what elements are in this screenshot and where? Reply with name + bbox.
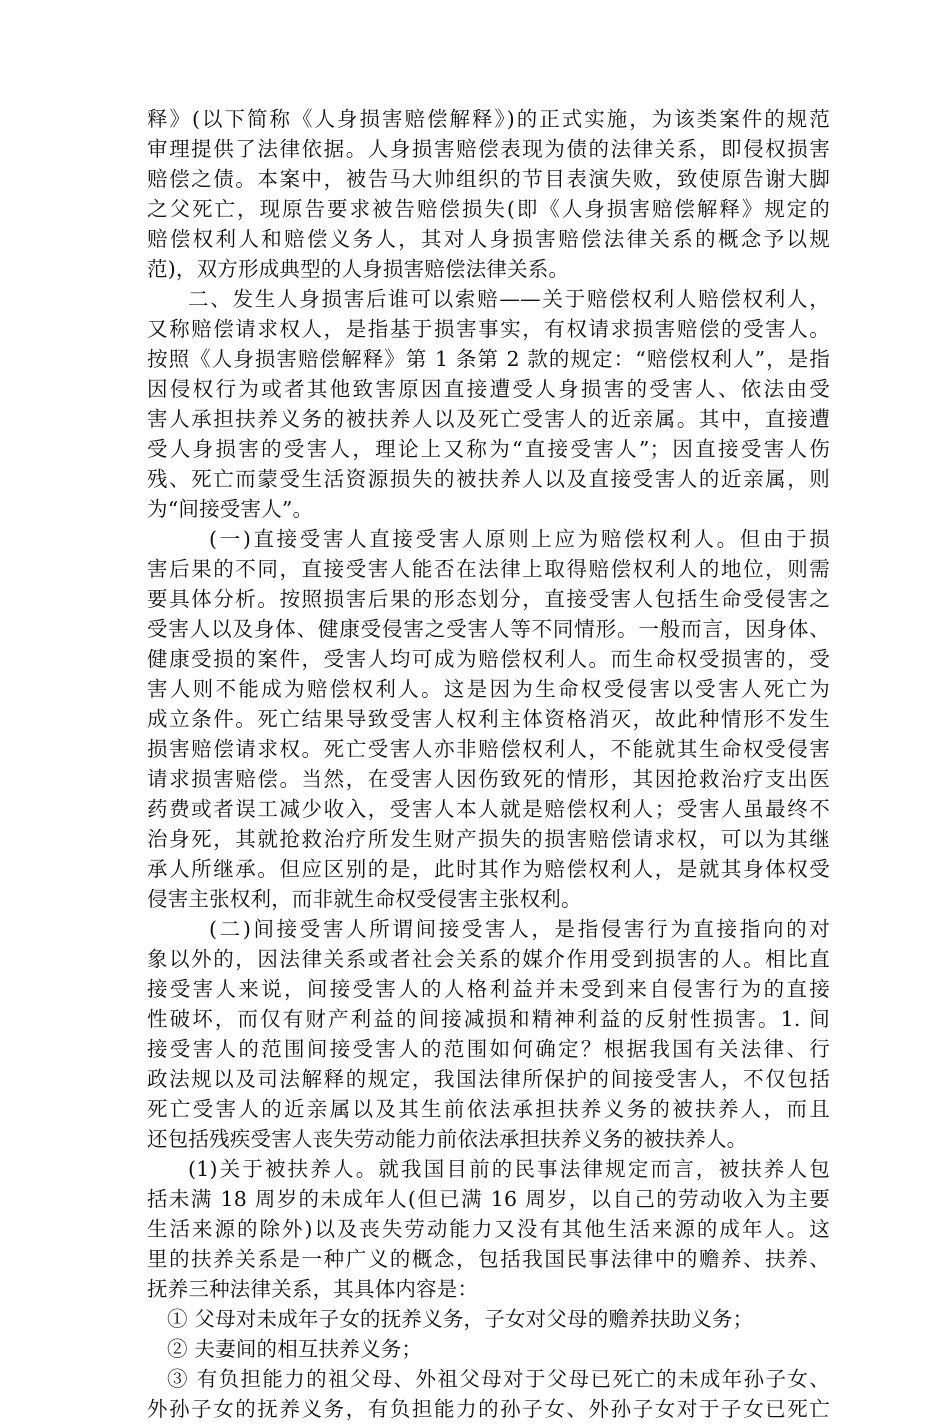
- text-line: 抚养三种法律关系，其具体内容是：: [147, 1277, 479, 1301]
- text-line: ② 夫妻间的相互扶养义务；: [167, 1337, 423, 1361]
- text-line: (一)直接受害人直接受害人原则上应为赔偿权利人。但由于损: [209, 527, 830, 551]
- text-line: 审理提供了法律依据。人身损害赔偿表现为债的法律关系，即侵权损害: [147, 137, 830, 161]
- text-line: 残、死亡而蒙受生活资源损失的被扶养人以及直接受害人的近亲属，则: [147, 467, 830, 491]
- list-item-3: [147, 1364, 830, 1424]
- paragraph-dependants: [147, 1154, 830, 1304]
- list-item-1: [147, 1304, 830, 1334]
- text-line: 药费或者误工减少收入，受害人本人就是赔偿权利人；受害人虽最终不: [147, 797, 830, 821]
- text-line: 接受害人来说，间接受害人的人格利益并未受到来自侵害行为的直接: [147, 977, 830, 1001]
- paragraph-section-two: [147, 284, 830, 524]
- text-line: 象以外的，因法律关系或者社会关系的媒介作用受到损害的人。相比直: [147, 947, 830, 971]
- text-line: 成立条件。死亡结果导致受害人权利主体资格消灭，故此种情形不发生: [147, 707, 830, 731]
- paragraph-intro-continuation: [147, 104, 830, 284]
- text-line: 范)，双方形成典型的人身损害赔偿法律关系。: [147, 257, 570, 281]
- text-line: 还包括残疾受害人丧失劳动能力前依法承担扶养义务的被扶养人。: [147, 1127, 748, 1151]
- text-line: 接受害人的范围间接受害人的范围如何确定？根据我国有关法律、行: [147, 1037, 830, 1061]
- list-item-2: [147, 1334, 830, 1364]
- text-line: ③ 有负担能力的祖父母、外祖父母对于父母已死亡的未成年孙子女、: [167, 1367, 830, 1391]
- text-line: 死亡受害人的近亲属以及其生前依法承担扶养义务的被扶养人，而且: [147, 1097, 830, 1121]
- text-line: 害人承担扶养义务的被扶养人以及死亡受害人的近亲属。其中，直接遭: [147, 407, 830, 431]
- text-line: 为“间接受害人”。: [147, 497, 314, 521]
- text-line: 二、发生人身损害后谁可以索赔——关于赔偿权利人赔偿权利人，: [188, 287, 830, 311]
- text-line: 赔偿权利人和赔偿义务人，其对人身损害赔偿法律关系的概念予以规: [147, 227, 830, 251]
- text-line: 括未满 18 周岁的未成年人(但已满 16 周岁，以自己的劳动收入为主要: [147, 1187, 830, 1211]
- text-line: 释》(以下简称《人身损害赔偿解释》)的正式实施，为该类案件的规范: [147, 107, 830, 131]
- text-line: 害人则不能成为赔偿权利人。这是因为生命权受侵害以受害人死亡为: [147, 677, 830, 701]
- paragraph-indirect-victim: [147, 914, 830, 1154]
- text-line: 健康受损的案件，受害人均可成为赔偿权利人。而生命权受损害的，受: [147, 647, 830, 671]
- body-text: [147, 104, 830, 1424]
- text-line: 受人身损害的受害人，理论上又称为“直接受害人”；因直接受害人伤: [147, 437, 830, 461]
- text-line: 损害赔偿请求权。死亡受害人亦非赔偿权利人，不能就其生命权受侵害: [147, 737, 830, 761]
- text-line: 里的扶养关系是一种广义的概念，包括我国民事法律中的赡养、扶养、: [147, 1247, 830, 1271]
- text-line: 生活来源的除外)以及丧失劳动能力又没有其他生活来源的成年人。这: [147, 1217, 830, 1241]
- text-line: 因侵权行为或者其他致害原因直接遭受人身损害的受害人、依法由受: [147, 377, 830, 401]
- text-line: ① 父母对未成年子女的抚养义务，子女对父母的赡养扶助义务；: [167, 1307, 754, 1331]
- text-line: (1)关于被扶养人。就我国目前的民事法律规定而言，被扶养人包: [188, 1157, 830, 1181]
- text-line: 外孙子女的抚养义务，有负担能力的孙子女、外孙子女对于子女已死亡: [147, 1397, 830, 1421]
- text-line: 要具体分析。按照损害后果的形态划分，直接受害人包括生命受侵害之: [147, 587, 830, 611]
- text-line: 承人所继承。但应区别的是，此时其作为赔偿权利人，是就其身体权受: [147, 857, 830, 881]
- text-line: 受害人以及身体、健康受侵害之受害人等不同情形。一般而言，因身体、: [147, 617, 830, 641]
- text-line: 又称赔偿请求权人，是指基于损害事实，有权请求损害赔偿的受害人。: [147, 317, 830, 341]
- paragraph-direct-victim: [147, 524, 830, 914]
- text-line: 赔偿之债。本案中，被告马大帅组织的节目表演失败，致使原告谢大脚: [147, 167, 830, 191]
- text-line: (二)间接受害人所谓间接受害人，是指侵害行为直接指向的对: [209, 917, 830, 941]
- text-line: 之父死亡，现原告要求被告赔偿损失(即《人身损害赔偿解释》规定的: [147, 197, 830, 221]
- text-line: 性破坏，而仅有财产利益的间接减损和精神利益的反射性损害。1. 间: [147, 1007, 830, 1031]
- text-line: 按照《人身损害赔偿解释》第 1 条第 2 款的规定：“赔偿权利人”，是指: [147, 347, 830, 371]
- text-line: 政法规以及司法解释的规定，我国法律所保护的间接受害人，不仅包括: [147, 1067, 830, 1091]
- text-line: 害后果的不同，直接受害人能否在法律上取得赔偿权利人的地位，则需: [147, 557, 830, 581]
- text-line: 侵害主张权利，而非就生命权受侵害主张权利。: [147, 887, 582, 911]
- text-line: 治身死，其就抢救治疗所发生财产损失的损害赔偿请求权，可以为其继: [147, 827, 830, 851]
- text-line: 请求损害赔偿。当然，在受害人因伤致死的情形，其因抢救治疗支出医: [147, 767, 830, 791]
